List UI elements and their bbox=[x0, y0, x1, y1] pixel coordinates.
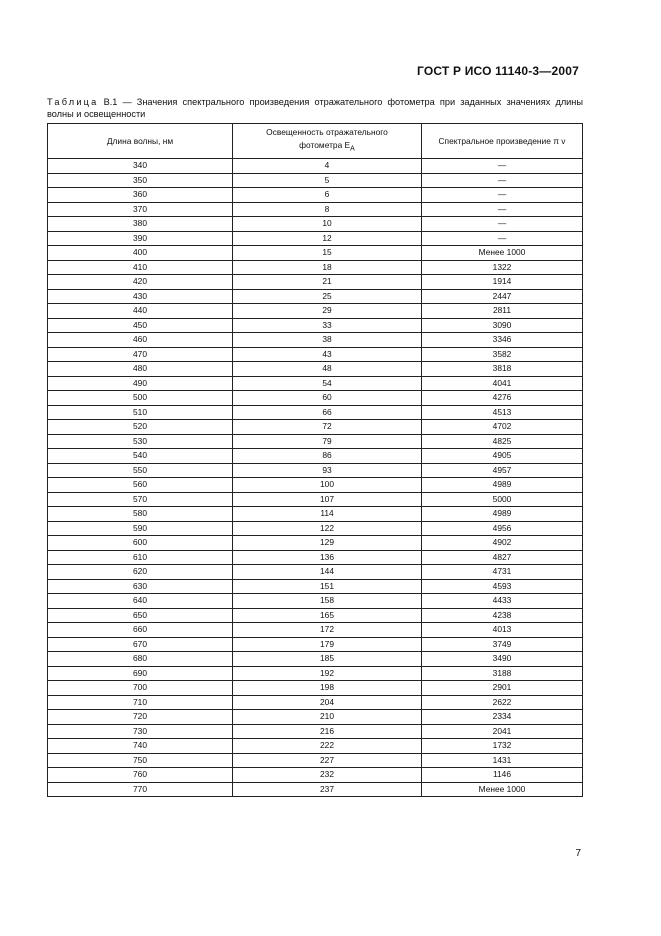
cell-spectral-product: 3490 bbox=[422, 652, 583, 667]
cell-spectral-product: 4041 bbox=[422, 376, 583, 391]
table-row bbox=[48, 391, 583, 406]
column-header-illuminance bbox=[233, 124, 422, 159]
column-header-illuminance-line2: фотометра E bbox=[299, 140, 351, 151]
table-row bbox=[48, 318, 583, 333]
cell-illuminance: 129 bbox=[233, 536, 422, 551]
cell-wavelength: 600 bbox=[48, 536, 233, 551]
table-row bbox=[48, 173, 583, 188]
cell-spectral-product: — bbox=[422, 173, 583, 188]
cell-wavelength: 500 bbox=[48, 391, 233, 406]
cell-spectral-product: 3346 bbox=[422, 333, 583, 348]
cell-wavelength: 570 bbox=[48, 492, 233, 507]
table-caption-label: Таблица bbox=[47, 97, 99, 107]
table-row bbox=[48, 666, 583, 681]
cell-spectral-product: 4956 bbox=[422, 521, 583, 536]
cell-illuminance: 54 bbox=[233, 376, 422, 391]
table-row bbox=[48, 188, 583, 203]
cell-spectral-product: — bbox=[422, 202, 583, 217]
cell-wavelength: 530 bbox=[48, 434, 233, 449]
cell-wavelength: 440 bbox=[48, 304, 233, 319]
cell-illuminance: 25 bbox=[233, 289, 422, 304]
cell-spectral-product: 4957 bbox=[422, 463, 583, 478]
cell-illuminance: 21 bbox=[233, 275, 422, 290]
cell-illuminance: 6 bbox=[233, 188, 422, 203]
cell-spectral-product: 2622 bbox=[422, 695, 583, 710]
cell-spectral-product: 4989 bbox=[422, 507, 583, 522]
cell-illuminance: 38 bbox=[233, 333, 422, 348]
cell-spectral-product: 3188 bbox=[422, 666, 583, 681]
table-row bbox=[48, 347, 583, 362]
cell-spectral-product: 1914 bbox=[422, 275, 583, 290]
cell-illuminance: 232 bbox=[233, 768, 422, 783]
table-row bbox=[48, 420, 583, 435]
cell-spectral-product: — bbox=[422, 231, 583, 246]
cell-wavelength: 680 bbox=[48, 652, 233, 667]
cell-wavelength: 730 bbox=[48, 724, 233, 739]
cell-illuminance: 72 bbox=[233, 420, 422, 435]
table-header-row bbox=[48, 124, 583, 159]
table-row bbox=[48, 376, 583, 391]
cell-wavelength: 770 bbox=[48, 782, 233, 797]
cell-wavelength: 390 bbox=[48, 231, 233, 246]
cell-wavelength: 740 bbox=[48, 739, 233, 754]
cell-wavelength: 480 bbox=[48, 362, 233, 377]
cell-wavelength: 460 bbox=[48, 333, 233, 348]
cell-wavelength: 420 bbox=[48, 275, 233, 290]
cell-illuminance: 29 bbox=[233, 304, 422, 319]
cell-wavelength: 450 bbox=[48, 318, 233, 333]
cell-illuminance: 122 bbox=[233, 521, 422, 536]
cell-spectral-product: 4905 bbox=[422, 449, 583, 464]
cell-illuminance: 204 bbox=[233, 695, 422, 710]
cell-wavelength: 590 bbox=[48, 521, 233, 536]
page-number: 7 bbox=[575, 848, 581, 859]
cell-spectral-product: 4513 bbox=[422, 405, 583, 420]
cell-spectral-product: 4902 bbox=[422, 536, 583, 551]
cell-spectral-product: 4238 bbox=[422, 608, 583, 623]
table-row bbox=[48, 695, 583, 710]
cell-illuminance: 86 bbox=[233, 449, 422, 464]
cell-wavelength: 350 bbox=[48, 173, 233, 188]
cell-illuminance: 8 bbox=[233, 202, 422, 217]
cell-illuminance: 100 bbox=[233, 478, 422, 493]
table-row bbox=[48, 478, 583, 493]
table-body bbox=[48, 159, 583, 797]
table-row bbox=[48, 492, 583, 507]
cell-spectral-product: 2901 bbox=[422, 681, 583, 696]
cell-illuminance: 227 bbox=[233, 753, 422, 768]
cell-illuminance: 114 bbox=[233, 507, 422, 522]
cell-illuminance: 216 bbox=[233, 724, 422, 739]
cell-illuminance: 192 bbox=[233, 666, 422, 681]
column-header-spectral-product: Спектральное произведение π v bbox=[422, 124, 583, 159]
cell-spectral-product: 4827 bbox=[422, 550, 583, 565]
table-row bbox=[48, 782, 583, 797]
cell-illuminance: 237 bbox=[233, 782, 422, 797]
table-row bbox=[48, 449, 583, 464]
table-row bbox=[48, 217, 583, 232]
cell-wavelength: 620 bbox=[48, 565, 233, 580]
table-row bbox=[48, 768, 583, 783]
cell-spectral-product: Менее 1000 bbox=[422, 782, 583, 797]
table-row bbox=[48, 521, 583, 536]
cell-illuminance: 172 bbox=[233, 623, 422, 638]
cell-illuminance: 5 bbox=[233, 173, 422, 188]
table-row bbox=[48, 739, 583, 754]
table-row bbox=[48, 405, 583, 420]
cell-wavelength: 580 bbox=[48, 507, 233, 522]
cell-illuminance: 48 bbox=[233, 362, 422, 377]
cell-spectral-product: 4276 bbox=[422, 391, 583, 406]
table-row bbox=[48, 550, 583, 565]
cell-illuminance: 79 bbox=[233, 434, 422, 449]
cell-wavelength: 720 bbox=[48, 710, 233, 725]
cell-wavelength: 340 bbox=[48, 159, 233, 174]
table-row bbox=[48, 507, 583, 522]
table-row bbox=[48, 231, 583, 246]
table-row bbox=[48, 434, 583, 449]
table-row bbox=[48, 565, 583, 580]
cell-wavelength: 610 bbox=[48, 550, 233, 565]
table-row bbox=[48, 202, 583, 217]
cell-spectral-product: — bbox=[422, 217, 583, 232]
cell-spectral-product: 3818 bbox=[422, 362, 583, 377]
cell-illuminance: 15 bbox=[233, 246, 422, 261]
table-row bbox=[48, 246, 583, 261]
cell-illuminance: 158 bbox=[233, 594, 422, 609]
cell-illuminance: 18 bbox=[233, 260, 422, 275]
table-row bbox=[48, 608, 583, 623]
cell-spectral-product: 3749 bbox=[422, 637, 583, 652]
column-header-illuminance-line1: Освещенность отражательного bbox=[266, 127, 388, 138]
table-row bbox=[48, 637, 583, 652]
table-row bbox=[48, 594, 583, 609]
table-caption bbox=[47, 96, 583, 120]
cell-spectral-product: 4593 bbox=[422, 579, 583, 594]
cell-illuminance: 136 bbox=[233, 550, 422, 565]
cell-spectral-product: 2334 bbox=[422, 710, 583, 725]
cell-spectral-product: 2447 bbox=[422, 289, 583, 304]
cell-wavelength: 710 bbox=[48, 695, 233, 710]
cell-wavelength: 370 bbox=[48, 202, 233, 217]
cell-illuminance: 185 bbox=[233, 652, 422, 667]
table-row bbox=[48, 463, 583, 478]
table-row bbox=[48, 159, 583, 174]
cell-illuminance: 12 bbox=[233, 231, 422, 246]
cell-wavelength: 360 bbox=[48, 188, 233, 203]
cell-illuminance: 210 bbox=[233, 710, 422, 725]
cell-spectral-product: 4013 bbox=[422, 623, 583, 638]
table-row bbox=[48, 536, 583, 551]
table-row bbox=[48, 362, 583, 377]
cell-wavelength: 760 bbox=[48, 768, 233, 783]
cell-illuminance: 198 bbox=[233, 681, 422, 696]
cell-spectral-product: 1322 bbox=[422, 260, 583, 275]
table-row bbox=[48, 753, 583, 768]
cell-spectral-product: 4825 bbox=[422, 434, 583, 449]
cell-spectral-product: Менее 1000 bbox=[422, 246, 583, 261]
cell-wavelength: 630 bbox=[48, 579, 233, 594]
cell-illuminance: 33 bbox=[233, 318, 422, 333]
table-row bbox=[48, 333, 583, 348]
cell-spectral-product: 2041 bbox=[422, 724, 583, 739]
cell-wavelength: 550 bbox=[48, 463, 233, 478]
cell-wavelength: 540 bbox=[48, 449, 233, 464]
cell-wavelength: 650 bbox=[48, 608, 233, 623]
cell-wavelength: 490 bbox=[48, 376, 233, 391]
cell-spectral-product: 4433 bbox=[422, 594, 583, 609]
cell-wavelength: 670 bbox=[48, 637, 233, 652]
cell-wavelength: 430 bbox=[48, 289, 233, 304]
cell-illuminance: 43 bbox=[233, 347, 422, 362]
cell-spectral-product: 4702 bbox=[422, 420, 583, 435]
cell-wavelength: 700 bbox=[48, 681, 233, 696]
table-row bbox=[48, 681, 583, 696]
cell-wavelength: 410 bbox=[48, 260, 233, 275]
cell-wavelength: 660 bbox=[48, 623, 233, 638]
cell-illuminance: 179 bbox=[233, 637, 422, 652]
cell-wavelength: 640 bbox=[48, 594, 233, 609]
cell-spectral-product: — bbox=[422, 159, 583, 174]
cell-wavelength: 520 bbox=[48, 420, 233, 435]
column-header-illuminance-subscript: A bbox=[350, 145, 355, 153]
spectral-product-table bbox=[47, 123, 583, 797]
cell-illuminance: 151 bbox=[233, 579, 422, 594]
cell-spectral-product: 3090 bbox=[422, 318, 583, 333]
cell-wavelength: 470 bbox=[48, 347, 233, 362]
cell-spectral-product: 3582 bbox=[422, 347, 583, 362]
cell-illuminance: 93 bbox=[233, 463, 422, 478]
table-row bbox=[48, 289, 583, 304]
cell-wavelength: 690 bbox=[48, 666, 233, 681]
cell-spectral-product: 1431 bbox=[422, 753, 583, 768]
cell-wavelength: 750 bbox=[48, 753, 233, 768]
cell-spectral-product: 4989 bbox=[422, 478, 583, 493]
cell-illuminance: 222 bbox=[233, 739, 422, 754]
cell-illuminance: 144 bbox=[233, 565, 422, 580]
cell-spectral-product: 2811 bbox=[422, 304, 583, 319]
cell-illuminance: 60 bbox=[233, 391, 422, 406]
cell-spectral-product: — bbox=[422, 188, 583, 203]
cell-wavelength: 510 bbox=[48, 405, 233, 420]
cell-spectral-product: 1146 bbox=[422, 768, 583, 783]
cell-illuminance: 4 bbox=[233, 159, 422, 174]
cell-wavelength: 400 bbox=[48, 246, 233, 261]
table-row bbox=[48, 275, 583, 290]
cell-spectral-product: 5000 bbox=[422, 492, 583, 507]
table-row bbox=[48, 652, 583, 667]
cell-wavelength: 560 bbox=[48, 478, 233, 493]
cell-spectral-product: 1732 bbox=[422, 739, 583, 754]
cell-spectral-product: 4731 bbox=[422, 565, 583, 580]
table-row bbox=[48, 623, 583, 638]
cell-illuminance: 165 bbox=[233, 608, 422, 623]
cell-illuminance: 10 bbox=[233, 217, 422, 232]
table-caption-text: В.1 — Значения спектрального произведения отражательного фотометра при заданных значениях длины волны и освещенности bbox=[47, 97, 583, 119]
table-row bbox=[48, 710, 583, 725]
table-row bbox=[48, 260, 583, 275]
table-row bbox=[48, 304, 583, 319]
column-header-wavelength: Длина волны, нм bbox=[48, 124, 233, 159]
cell-illuminance: 107 bbox=[233, 492, 422, 507]
cell-illuminance: 66 bbox=[233, 405, 422, 420]
cell-wavelength: 380 bbox=[48, 217, 233, 232]
table-row bbox=[48, 724, 583, 739]
document-header: ГОСТ Р ИСО 11140-3—2007 bbox=[416, 64, 579, 78]
table-row bbox=[48, 579, 583, 594]
